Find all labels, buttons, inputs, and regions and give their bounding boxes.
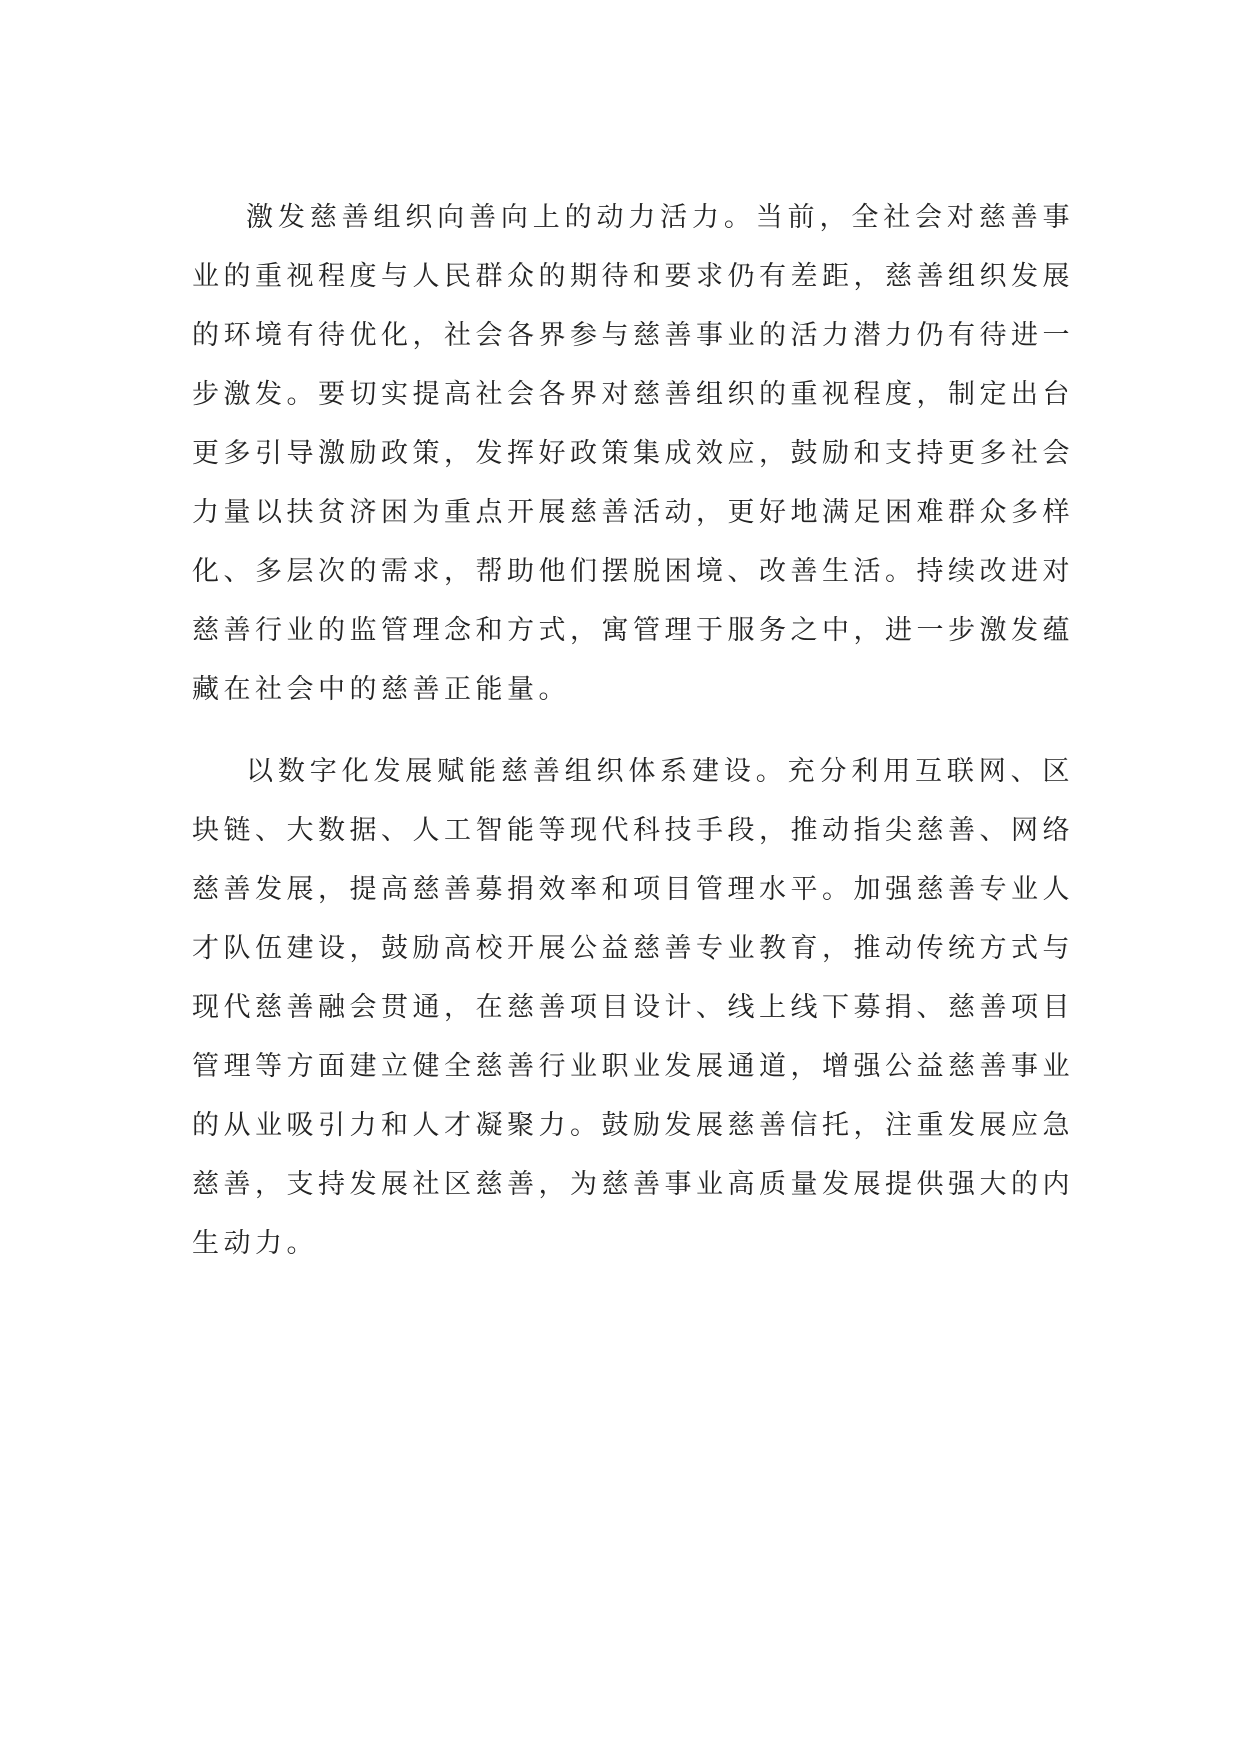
- paragraph-charity-motivation: 激发慈善组织向善向上的动力活力。当前，全社会对慈善事业的重视程度与人民群众的期待和要求仍有差距，慈善组织发展的环境有待优化，社会各界参与慈善事业的活力潜力仍有待进一步激发。要切实提高社会各界对慈善组织的重视程度，制定出台更多引导激励政策，发挥好政策集成效应，鼓励和支持更多社会力量以扶贫济困为重点开展慈善活动，更好地满足困难群众多样化、多层次的需求，帮助他们摆脱困境、改善生活。持续改进对慈善行业的监管理念和方式，寓管理于服务之中，进一步激发蕴藏在社会中的慈善正能量。: [192, 202, 1074, 705]
- paragraph-digital-empowerment: 以数字化发展赋能慈善组织体系建设。充分利用互联网、区块链、大数据、人工智能等现代科技手段，推动指尖慈善、网络慈善发展，提高慈善募捐效率和项目管理水平。加强慈善专业人才队伍建设，鼓励高校开展公益慈善专业教育，推动传统方式与现代慈善融会贯通，在慈善项目设计、线上线下募捐、慈善项目管理等方面建立健全慈善行业职业发展通道，增强公益慈善事业的从业吸引力和人才凝聚力。鼓励发展慈善信托，注重发展应急慈善，支持发展社区慈善，为慈善事业高质量发展提供强大的内生动力。: [192, 756, 1074, 1259]
